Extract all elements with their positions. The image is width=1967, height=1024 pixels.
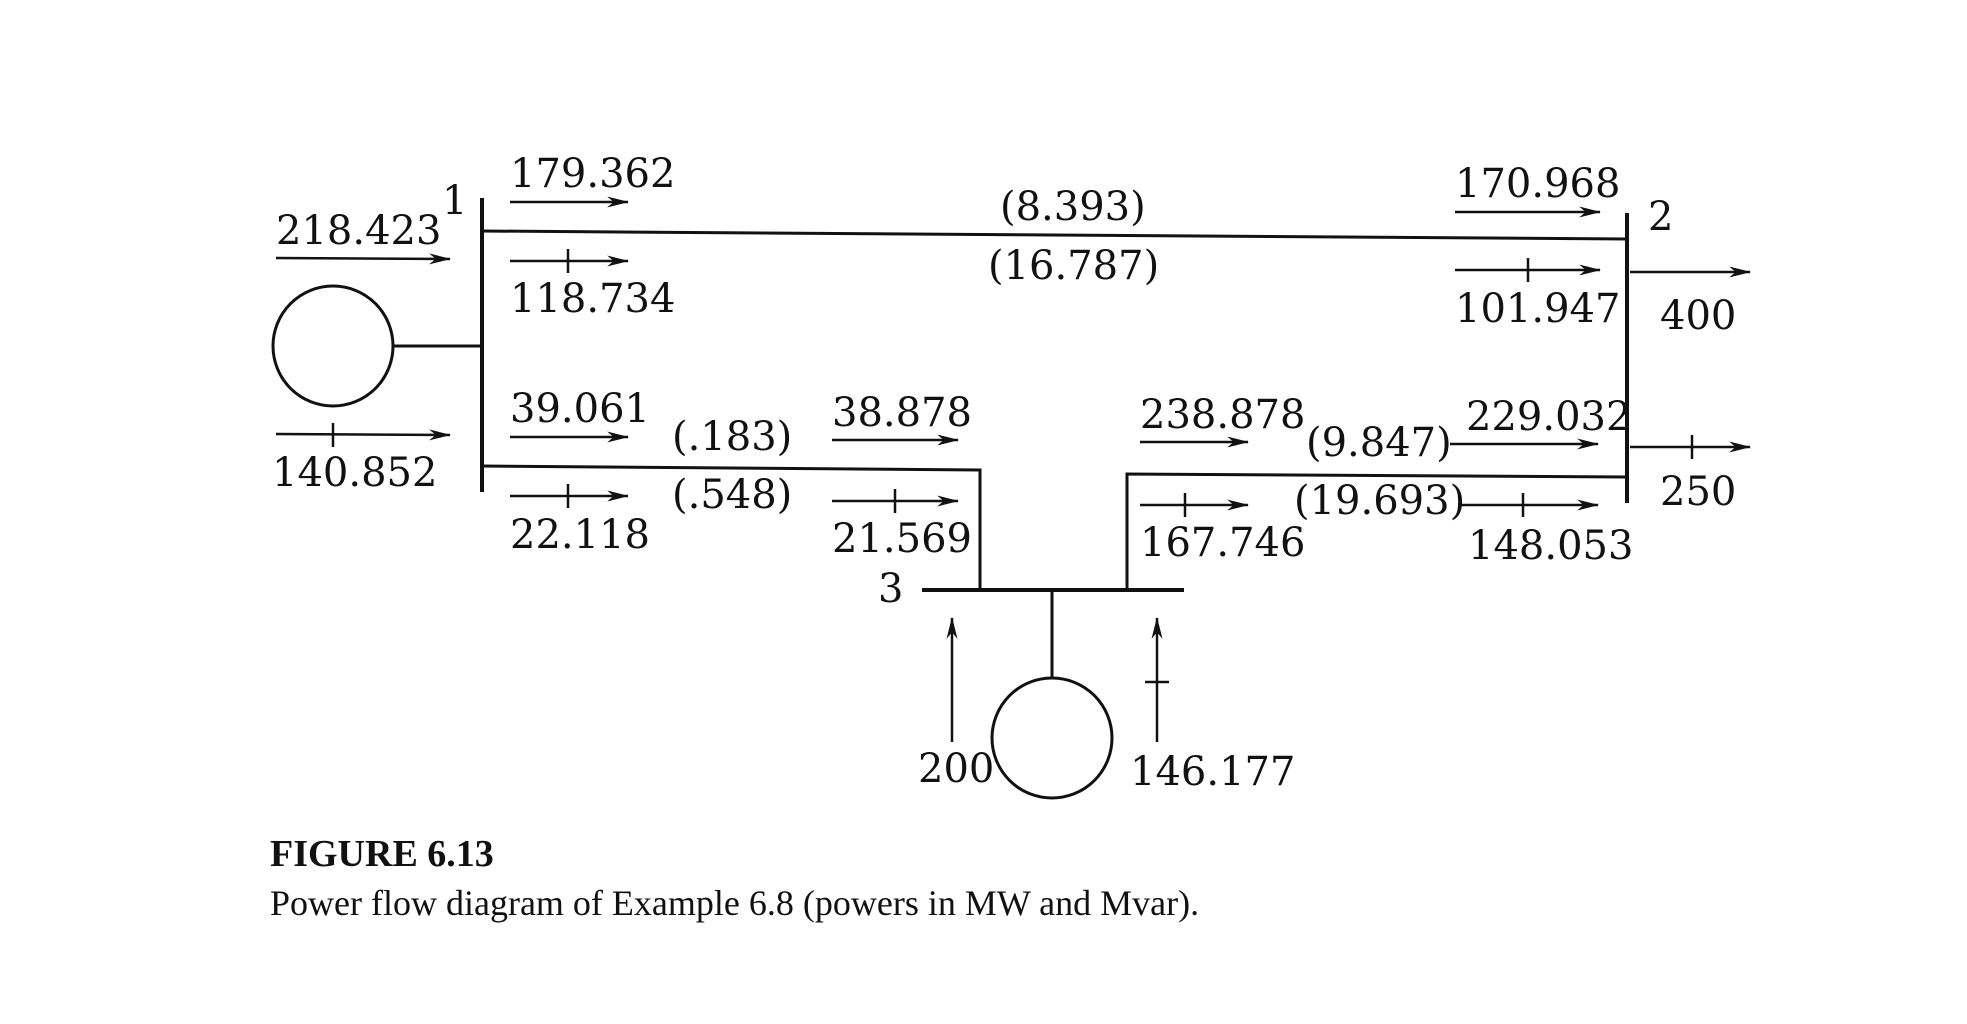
line13-q-to-value: 21.569 — [832, 516, 972, 562]
line32-p-from-value: 238.878 — [1140, 392, 1306, 438]
gen-1-p-value: 218.423 — [276, 208, 442, 254]
line32-q-from-value: 167.746 — [1140, 520, 1306, 566]
load-2-q-value: 250 — [1660, 469, 1737, 515]
bus-3-label: 3 — [878, 566, 904, 612]
figure-caption: Power flow diagram of Example 6.8 (powers in MW and Mvar). — [270, 883, 1200, 923]
gen-1-p-arrow — [276, 258, 450, 259]
gen-1-q-arrow — [276, 434, 450, 435]
generator-1-symbol — [273, 286, 393, 406]
figure-title: FIGURE 6.13 — [270, 833, 494, 875]
line13-p-from-value: 39.061 — [510, 386, 650, 432]
line32-loss-p: (9.847) — [1306, 420, 1452, 466]
line13-loss-p: (.183) — [672, 414, 793, 460]
line-1-2 — [482, 231, 1627, 239]
line12-p-to-value: 170.968 — [1455, 161, 1621, 207]
line13-p-to-value: 38.878 — [832, 390, 972, 436]
gen-3-q-value: 146.177 — [1130, 749, 1296, 795]
line13-loss-q: (.548) — [672, 472, 793, 518]
line32-loss-q: (19.693) — [1294, 478, 1466, 524]
bus-2-label: 2 — [1648, 194, 1674, 240]
line13-q-from-value: 22.118 — [510, 512, 650, 558]
line12-q-to-value: 101.947 — [1455, 286, 1621, 332]
line12-loss-q: (16.787) — [988, 243, 1160, 289]
gen-1-q-value: 140.852 — [272, 450, 438, 496]
line12-loss-p: (8.393) — [1000, 184, 1146, 230]
line32-p-to-value: 229.032 — [1466, 394, 1632, 440]
line32-q-to-value: 148.053 — [1468, 523, 1634, 569]
line12-p-from-value: 179.362 — [510, 151, 676, 197]
generator-3-symbol — [992, 678, 1112, 798]
load-2-p-value: 400 — [1660, 293, 1737, 339]
line12-q-from-value: 118.734 — [510, 276, 676, 322]
bus-1-label: 1 — [442, 178, 468, 224]
gen-3-p-value: 200 — [918, 746, 995, 792]
